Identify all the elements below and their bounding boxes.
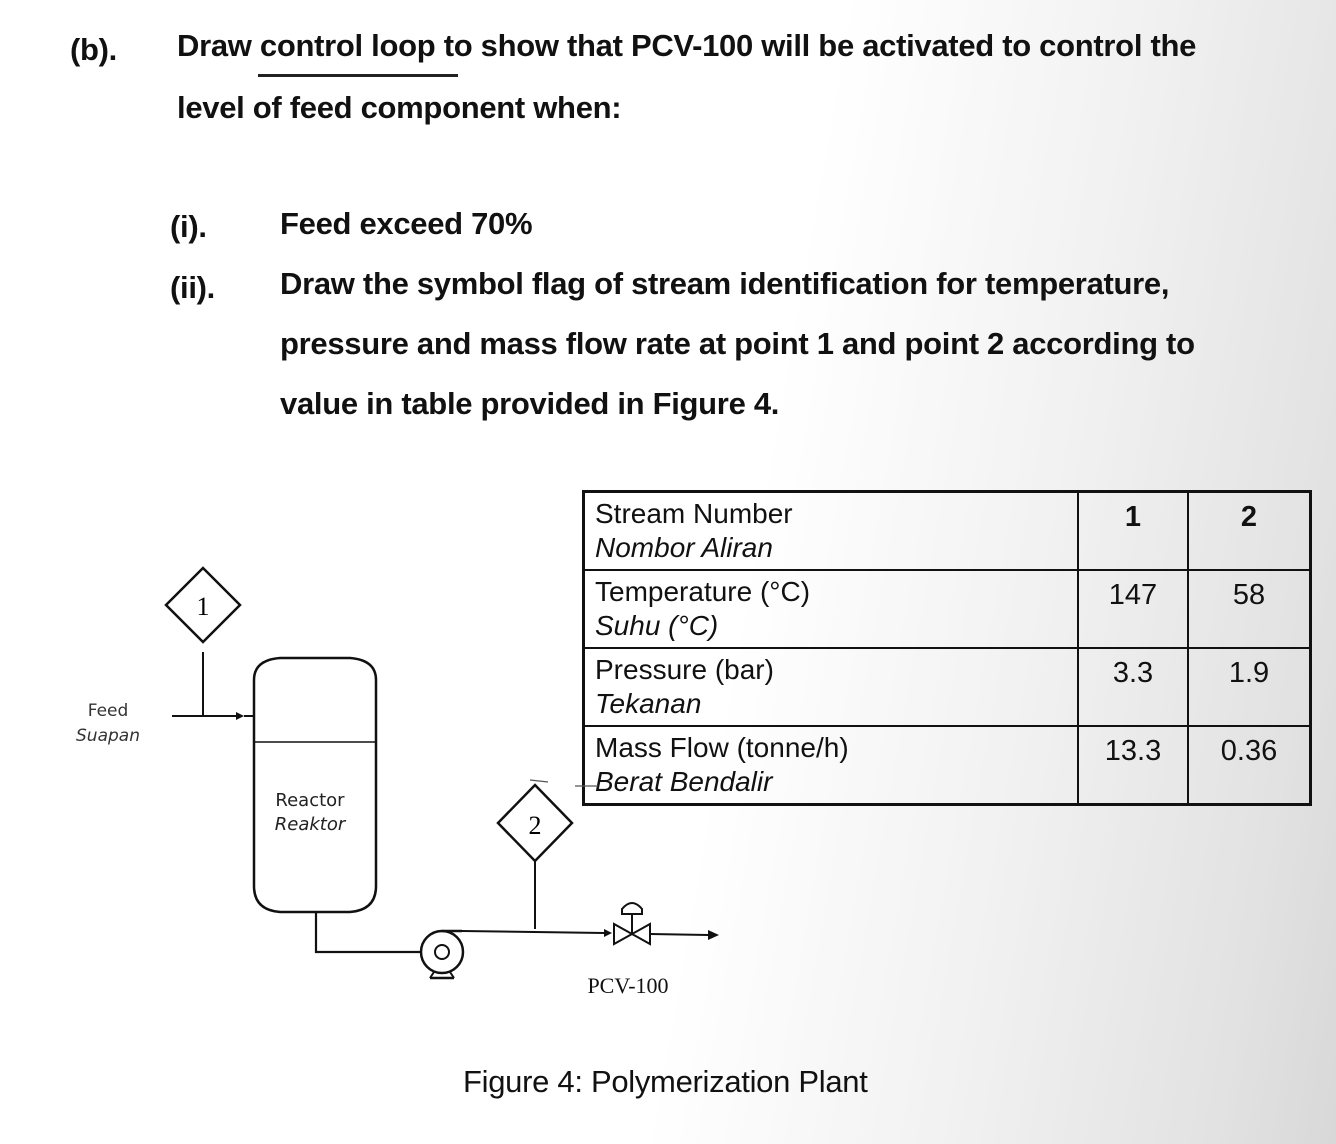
mass-flow-label-ms: Berat Bendalir bbox=[595, 766, 773, 797]
mass-flow-value-1: 13.3 bbox=[1078, 726, 1188, 805]
question-label: (b). bbox=[70, 32, 117, 67]
pressure-label: Pressure (bar) bbox=[595, 654, 774, 685]
stream-number-label: Stream Number bbox=[595, 498, 793, 529]
feed-line bbox=[172, 712, 254, 720]
stream-2-flag bbox=[498, 785, 572, 929]
question-line-2: level of feed component when: bbox=[177, 90, 622, 125]
valve-label: PCV-100 bbox=[587, 973, 669, 998]
item-i-text: Feed exceed 70% bbox=[280, 206, 533, 241]
item-ii-label: (ii). bbox=[170, 270, 215, 305]
item-ii-line-2: pressure and mass flow rate at point 1 and point 2 according to bbox=[280, 326, 1195, 361]
reactor-outlet-pipe bbox=[316, 912, 422, 952]
reactor-label: Reactor bbox=[275, 790, 345, 811]
stream-number-label-ms: Nombor Aliran bbox=[595, 532, 773, 563]
temperature-label-ms: Suhu (°C) bbox=[595, 610, 719, 641]
feed-label: Feed bbox=[87, 701, 129, 721]
outlet-line bbox=[650, 934, 708, 935]
temperature-value-1: 147 bbox=[1078, 570, 1188, 648]
pump-icon bbox=[421, 931, 463, 978]
question-line-1: Draw control loop to show that PCV-100 will be activated to control the bbox=[177, 28, 1197, 63]
reactor-vessel bbox=[254, 658, 376, 912]
stream-2-tag: 2 bbox=[528, 811, 542, 840]
temperature-value-2: 58 bbox=[1188, 570, 1311, 648]
feed-label-ms: Suapan bbox=[76, 726, 140, 746]
pressure-value-1: 3.3 bbox=[1078, 648, 1188, 726]
discharge-line bbox=[462, 931, 604, 933]
item-ii-line-1: Draw the symbol flag of stream identification for temperature, bbox=[280, 266, 1170, 301]
stream-1-tag: 1 bbox=[196, 592, 210, 621]
control-valve-icon bbox=[614, 903, 650, 944]
pressure-label-ms: Tekanan bbox=[595, 688, 702, 719]
item-ii-line-3: value in table provided in Figure 4. bbox=[280, 386, 780, 421]
pressure-value-2: 1.9 bbox=[1188, 648, 1311, 726]
mass-flow-label: Mass Flow (tonne/h) bbox=[595, 732, 849, 763]
reactor-label-ms: Reaktor bbox=[274, 814, 346, 835]
figure-caption: Figure 4: Polymerization Plant bbox=[463, 1064, 868, 1099]
mass-flow-value-2: 0.36 bbox=[1188, 726, 1311, 805]
stream-col-1: 1 bbox=[1078, 492, 1188, 571]
stream-1-flag bbox=[166, 568, 240, 716]
temperature-label: Temperature (°C) bbox=[595, 576, 811, 607]
item-i-label: (i). bbox=[170, 209, 207, 244]
stream-col-2: 2 bbox=[1188, 492, 1311, 571]
